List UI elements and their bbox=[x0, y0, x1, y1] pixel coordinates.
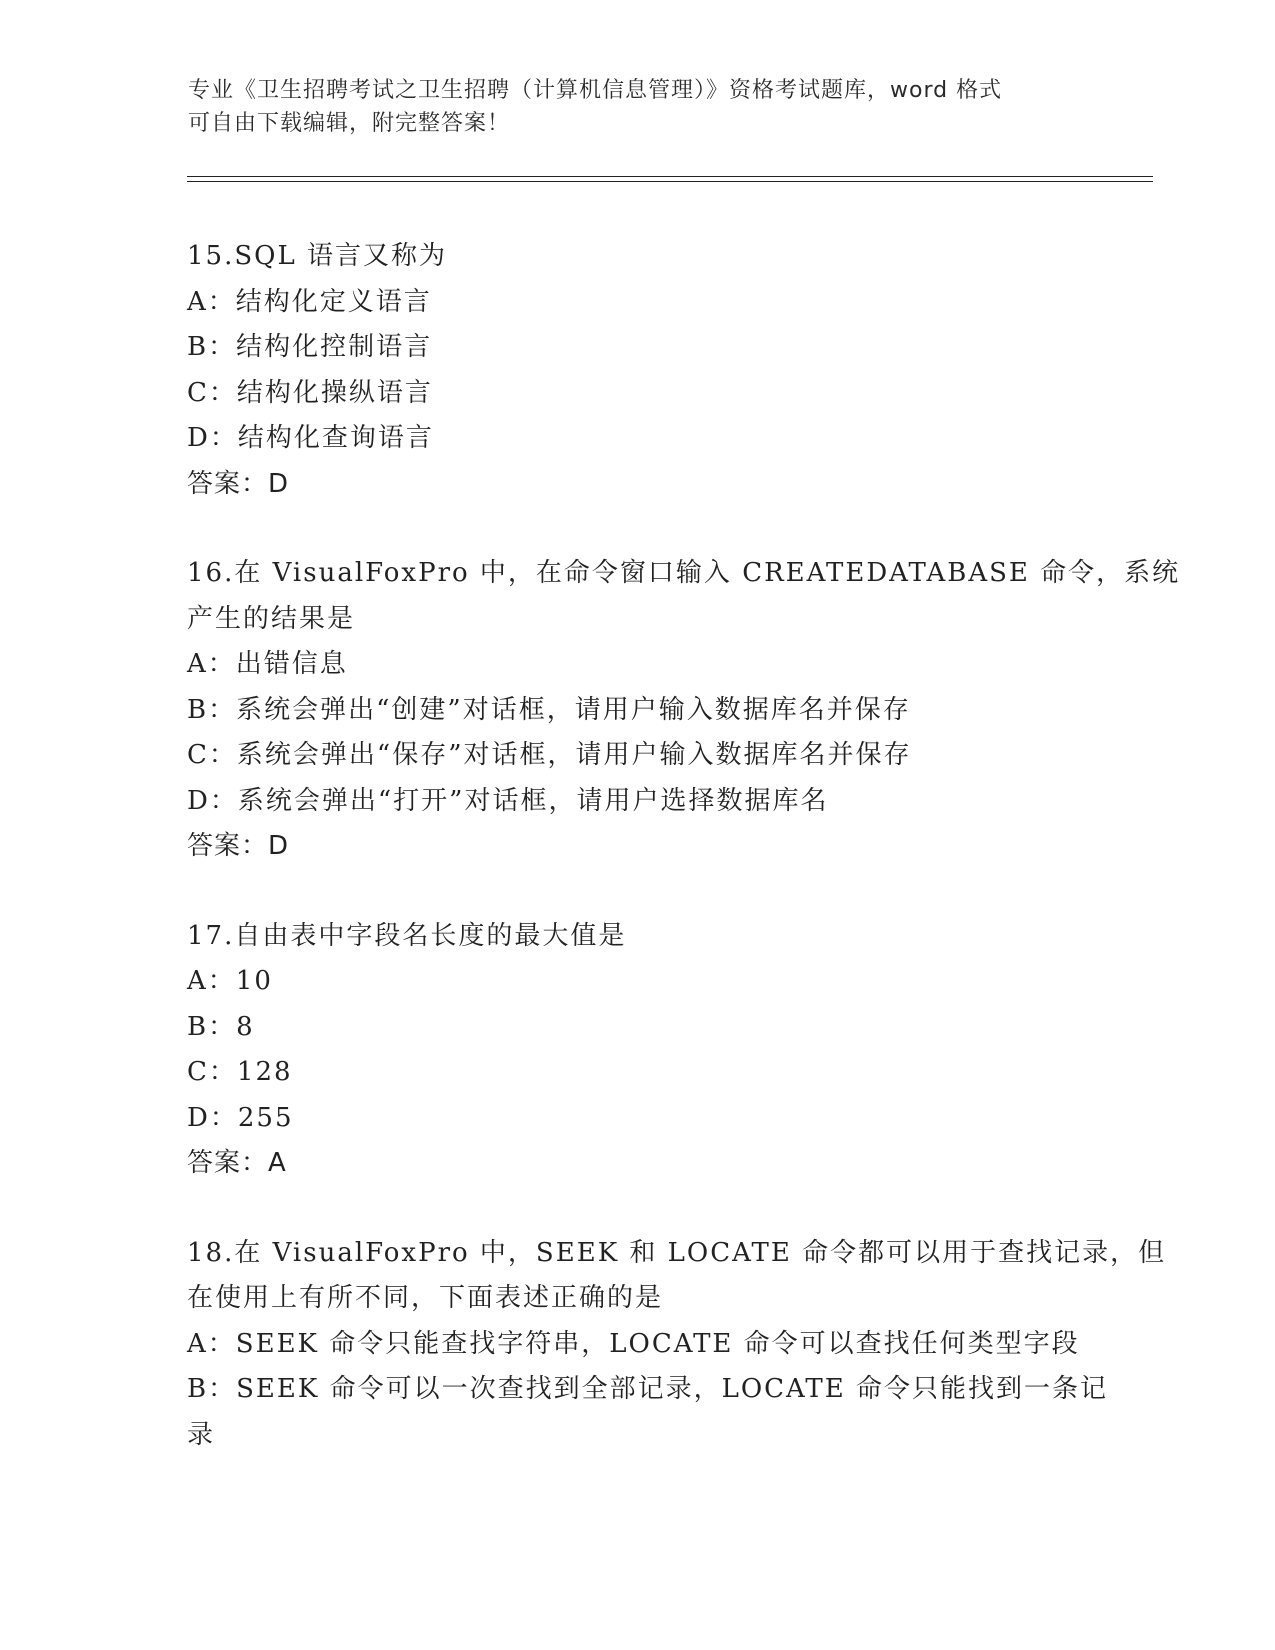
header-divider-bottom bbox=[187, 181, 1153, 182]
question-17 bbox=[187, 914, 1087, 1187]
option-label: A： bbox=[187, 966, 236, 996]
header-divider-top bbox=[187, 176, 1153, 177]
answer: 答案：A bbox=[187, 1148, 287, 1178]
answer: 答案：D bbox=[187, 468, 290, 499]
option-text: 结构化控制语言 bbox=[236, 332, 433, 362]
option-label: B： bbox=[187, 1011, 237, 1042]
option-text: 结构化定义语言 bbox=[235, 286, 432, 317]
option-text: SEEK 命令只能查找字符串，LOCATE 命令可以查找任何类型字段 bbox=[235, 1328, 1080, 1359]
option-label: A： bbox=[187, 286, 236, 317]
question-stem: 17.自由表中字段名长度的最大值是 bbox=[187, 920, 627, 951]
option-c bbox=[187, 733, 1087, 779]
option-d bbox=[187, 1096, 1087, 1142]
option-text: 10 bbox=[235, 966, 273, 996]
option-text: 结构化查询语言 bbox=[237, 423, 434, 453]
option-label: B： bbox=[187, 332, 237, 362]
option-a bbox=[187, 280, 1087, 326]
header-line-2: 可自由下载编辑，附完整答案！ bbox=[188, 111, 511, 136]
option-label: D： bbox=[187, 423, 238, 453]
option-a bbox=[187, 1322, 1087, 1368]
option-a bbox=[187, 959, 1087, 1005]
answer: 答案：D bbox=[187, 831, 290, 861]
question-stem: 15.SQL 语言又称为 bbox=[187, 241, 448, 271]
question-15 bbox=[187, 234, 1087, 507]
option-text: 系统会弹出“保存”对话框，请用户输入数据库名并保存 bbox=[236, 740, 912, 770]
option-label: D： bbox=[187, 1102, 238, 1133]
question-18 bbox=[187, 1231, 1167, 1459]
option-text: 结构化操纵语言 bbox=[236, 377, 433, 408]
option-text: 系统会弹出“创建”对话框，请用户输入数据库名并保存 bbox=[236, 694, 911, 725]
option-label: B： bbox=[187, 694, 237, 725]
option-text: 128 bbox=[236, 1057, 293, 1087]
question-stem: 18.在 VisualFoxPro 中，SEEK 和 LOCATE 命令都可以用于查找记录，但 bbox=[187, 1237, 1167, 1268]
question-16 bbox=[187, 551, 1181, 870]
option-text: 出错信息 bbox=[235, 649, 348, 679]
option-b bbox=[187, 1367, 1108, 1413]
option-c bbox=[187, 1050, 1087, 1096]
option-d bbox=[187, 779, 1087, 825]
option-label: C： bbox=[187, 740, 237, 770]
question-stem-continuation: 产生的结果是 bbox=[187, 603, 356, 634]
option-b bbox=[187, 325, 1087, 371]
header-line-1: 专业《卫生招聘考试之卫生招聘（计算机信息管理）》资格考试题库，word 格式 bbox=[188, 78, 1003, 103]
option-d bbox=[187, 416, 1087, 462]
option-label: A： bbox=[187, 1328, 236, 1359]
document-header bbox=[188, 74, 1068, 140]
option-text: 255 bbox=[237, 1102, 294, 1133]
option-label: C： bbox=[187, 1057, 237, 1087]
option-label: A： bbox=[187, 649, 236, 679]
question-stem-continuation: 在使用上有所不同，下面表述正确的是 bbox=[187, 1283, 664, 1313]
option-text: 8 bbox=[236, 1011, 255, 1042]
question-stem: 16.在 VisualFoxPro 中，在命令窗口输入 CREATEDATABASE 命令，系统 bbox=[187, 558, 1181, 588]
option-label: B： bbox=[187, 1374, 237, 1404]
option-b bbox=[187, 1005, 1087, 1051]
option-b-continuation: 录 bbox=[187, 1419, 216, 1450]
option-text: SEEK 命令可以一次查找到全部记录，LOCATE 命令只能找到一条记 bbox=[236, 1374, 1108, 1404]
option-text: 系统会弹出“打开”对话框，请用户选择数据库名 bbox=[237, 785, 829, 816]
option-b bbox=[187, 688, 1087, 734]
option-label: C： bbox=[187, 377, 237, 408]
option-a bbox=[187, 642, 1087, 688]
option-c bbox=[187, 371, 1087, 417]
question-list bbox=[187, 234, 1181, 1502]
option-label: D： bbox=[187, 785, 238, 816]
